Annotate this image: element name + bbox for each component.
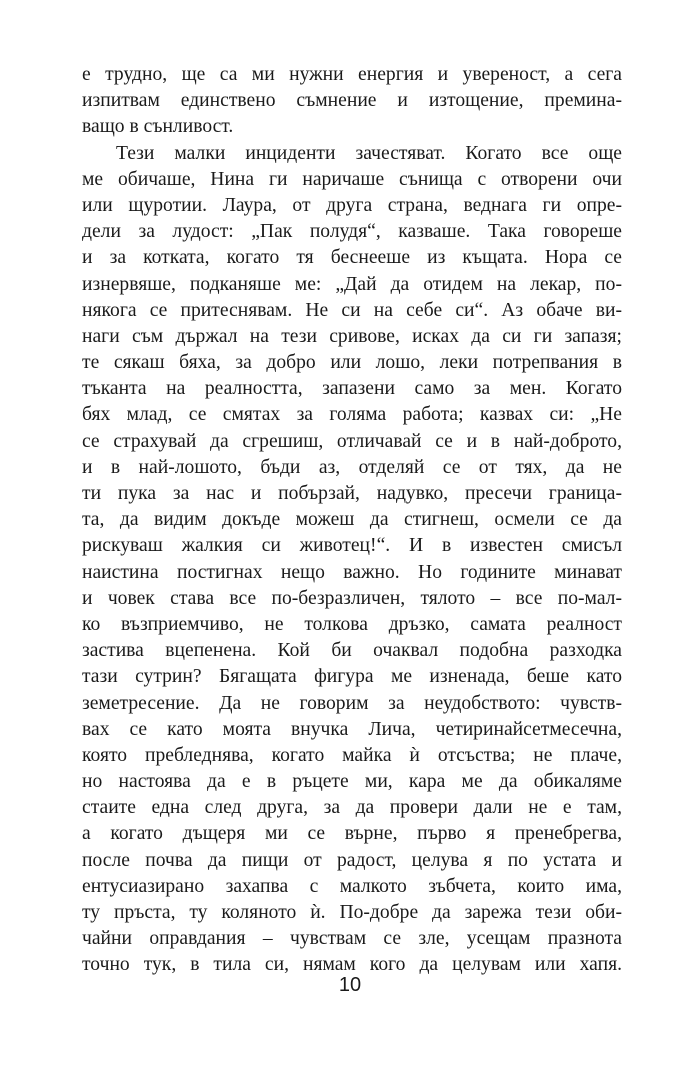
text-line: Тези малки инциденти зачестяват. Когато все още bbox=[116, 142, 622, 164]
text-line: се страхувай да сгрешиш, отличавай се и в най-доброто, bbox=[82, 430, 622, 452]
text-line: та, да видим докъде можеш да стигнеш, осмели се да bbox=[82, 509, 622, 531]
text-line: бях млад, се смятах за голяма работа; казвах си: „Не bbox=[82, 404, 622, 426]
text-line: наистина постигнах нещо важно. Но годините минават bbox=[82, 561, 622, 583]
text-line: ме обичаше, Нина ги наричаше сънища с отворени очи bbox=[82, 168, 622, 190]
text-line: и за котката, когато тя беснееше из къщата. Нора се bbox=[82, 247, 622, 269]
text-line: ко възприемчиво, не толкова дръзко, самата реалност bbox=[82, 613, 622, 635]
text-line: наги съм държал на тези сривове, исках да си ги запазя; bbox=[82, 325, 622, 347]
text-line: стаите една след друга, за да провери дали не е там, bbox=[82, 797, 622, 819]
text-line: ентусиазирано захапва с малкото зъбчета, които има, bbox=[82, 875, 622, 897]
text-line: и в най-лошото, бъди аз, отделяй се от тях, да не bbox=[82, 456, 622, 478]
text-line: земетресение. Да не говорим за неудобството: чувств- bbox=[82, 692, 622, 714]
text-line: или щуротии. Лаура, от друга страна, веднага ги опре- bbox=[82, 194, 622, 216]
text-line: изнервяше, подканяше ме: „Дай да отидем на лекар, по- bbox=[82, 273, 622, 295]
text-line: застива вцепенена. Кой би очаквал подобна разходка bbox=[82, 640, 622, 662]
text-line: тази сутрин? Бягащата фигура ме изненада, беше като bbox=[82, 666, 622, 688]
page-number: 10 bbox=[338, 974, 362, 996]
text-line: ту пръста, ту коляното ѝ. По-добре да зарежа тези оби- bbox=[82, 902, 622, 923]
text-line: вах се като моята внучка Лича, четиринайсетмесечна, bbox=[82, 718, 622, 740]
text-line: и човек става все по-безразличен, тялото – все по-мал- bbox=[82, 587, 622, 609]
text-line: ващо в сънливост. bbox=[82, 116, 234, 138]
text-line: някога се притеснявам. Не си на себе си“. Аз обаче ви- bbox=[82, 299, 622, 321]
text-line: рискуваш жалкия си животец!“. И в известен смисъл bbox=[82, 535, 622, 557]
text-line: те сякаш бяха, за добро или лошо, леки потрепвания в bbox=[82, 352, 622, 374]
text-line: ти пука за нас и побързай, надувко, пресечи граница- bbox=[82, 483, 622, 504]
text-line: после почва да пищи от радост, целува я по устата и bbox=[82, 849, 622, 871]
text-line: която пребледнява, когато майка ѝ отсъства; не плаче, bbox=[82, 744, 622, 766]
text-line: а когато дъщеря ми се върне, първо я пренебрегва, bbox=[82, 823, 622, 845]
text-line: но настоява да е в ръцете ми, кара ме да обикаляме bbox=[82, 771, 622, 793]
body-text bbox=[82, 62, 622, 979]
text-line: точно тук, в тила си, нямам кого да целувам или хапя. bbox=[82, 954, 622, 976]
text-line: дели за лудост: „Пак полудя“, казваше. Така говореше bbox=[82, 221, 622, 243]
text-line: чайни оправдания – чувствам се зле, усещам празнота bbox=[82, 928, 622, 950]
text-line: изпитвам единствено съмнение и изтощение, премина- bbox=[82, 90, 622, 112]
text-line: тъканта на реалността, запазени само за мен. Когато bbox=[82, 378, 622, 400]
text-line: е трудно, ще са ми нужни енергия и увереност, а сега bbox=[82, 64, 622, 85]
